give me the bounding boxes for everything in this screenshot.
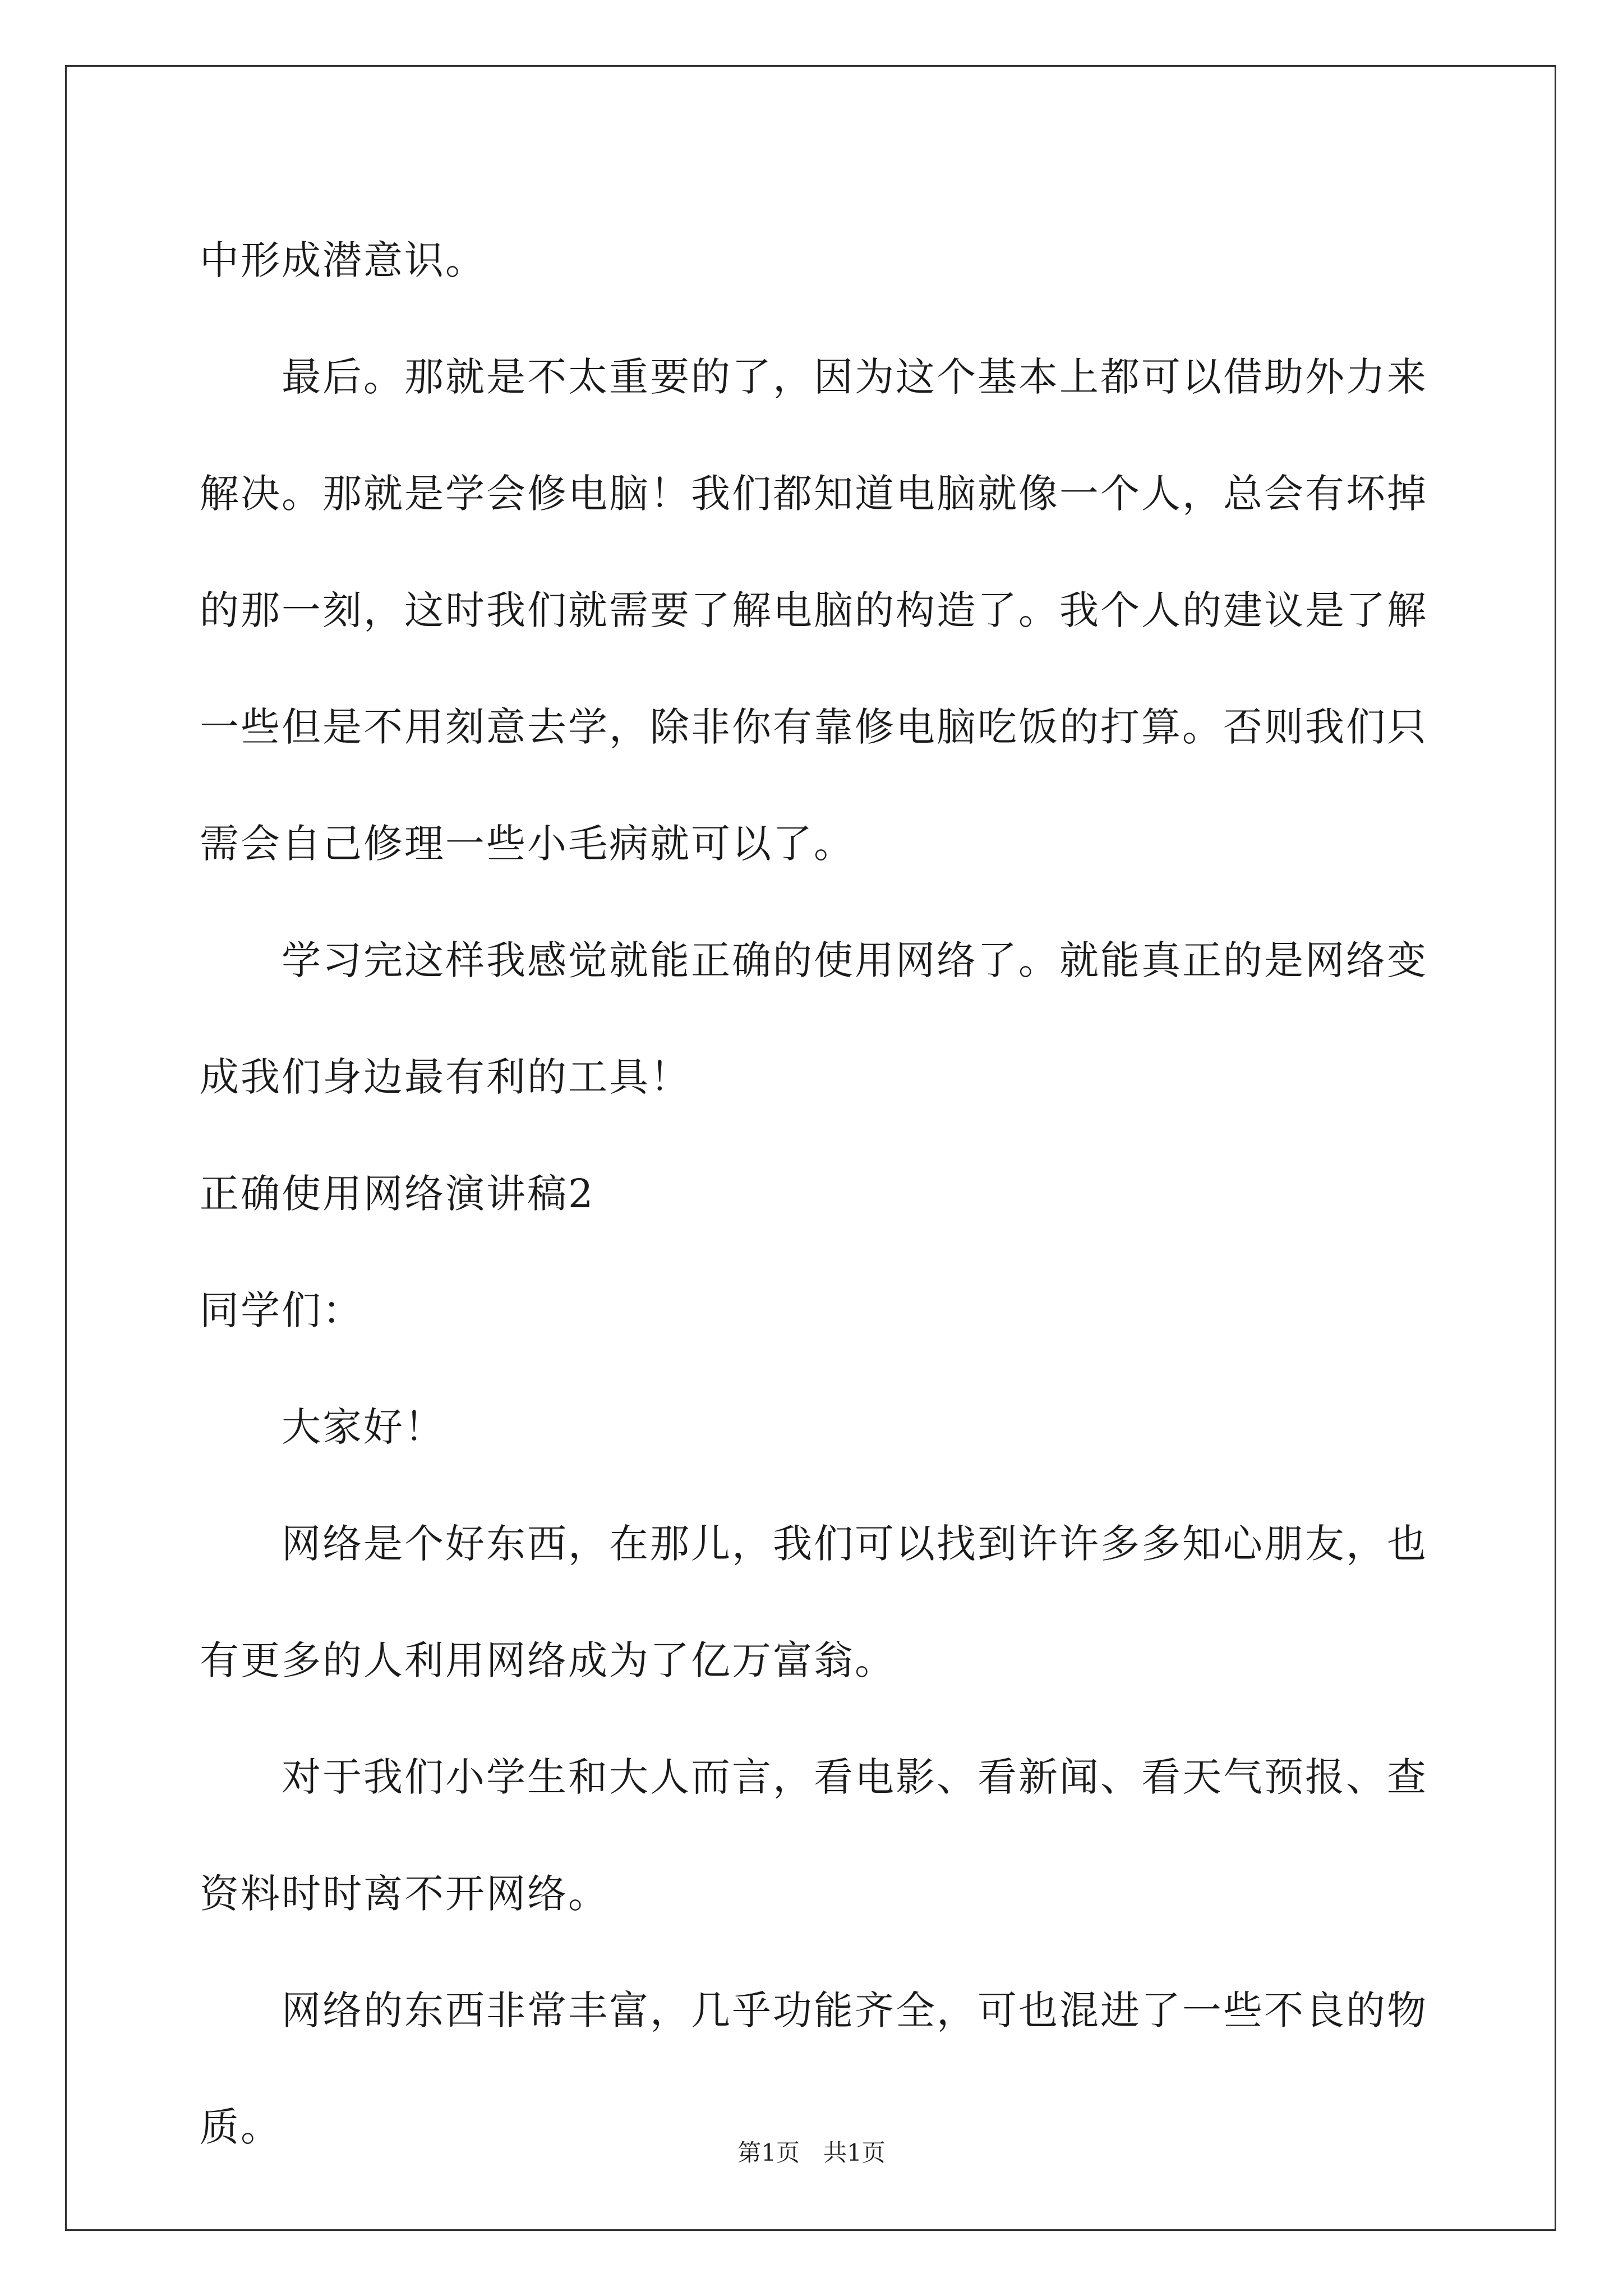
text-line: 需会自己修理一些小毛病就可以了。 — [200, 821, 855, 867]
text-line: 对于我们小学生和大人而言，看电影、看新闻、看天气预报、查 — [282, 1754, 1428, 1800]
document-body — [200, 202, 1429, 2185]
text-line: 网络是个好东西，在那儿，我们可以找到许许多多知心朋友，也 — [282, 1521, 1428, 1567]
text-line: 最后。那就是不太重要的了，因为这个基本上都可以借助外力来 — [282, 354, 1428, 400]
salutation: 同学们： — [200, 1287, 363, 1333]
text-line: 的那一刻，这时我们就需要了解电脑的构造了。我个人的建议是了解 — [200, 587, 1428, 633]
section-heading: 正确使用网络演讲稿2 — [200, 1171, 595, 1217]
page-number-footer: 第1页 共1页 — [737, 2139, 886, 2166]
greeting: 大家好！ — [282, 1404, 445, 1450]
text-line: 成我们身边最有利的工具！ — [200, 1054, 691, 1100]
text-line: 网络的东西非常丰富，几乎功能齐全，可也混进了一些不良的物 — [282, 1987, 1428, 2033]
text-line: 一些但是不用刻意去学，除非你有靠修电脑吃饭的打算。否则我们只 — [200, 704, 1428, 750]
text-line: 解决。那就是学会修电脑！我们都知道电脑就像一个人，总会有坏掉 — [200, 471, 1428, 517]
text-line: 质。 — [200, 2104, 282, 2150]
text-line: 资料时时离不开网络。 — [200, 1871, 609, 1917]
text-line: 中形成潜意识。 — [200, 237, 486, 283]
text-line: 有更多的人利用网络成为了亿万富翁。 — [200, 1637, 896, 1683]
text-line: 学习完这样我感觉就能正确的使用网络了。就能真正的是网络变 — [282, 937, 1428, 983]
